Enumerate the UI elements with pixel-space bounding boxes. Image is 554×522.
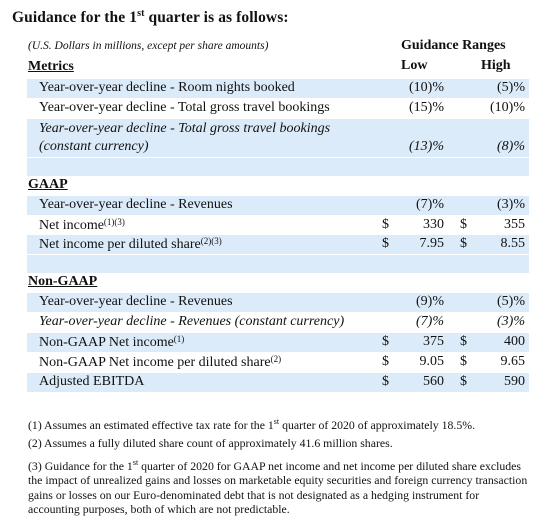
- table-row: [27, 235, 529, 254]
- dollar-sign: $: [382, 354, 389, 369]
- high-value: (10)%: [490, 100, 525, 115]
- page-title: Guidance for the 1st quarter is as follows:: [12, 8, 289, 27]
- dollar-sign: $: [382, 217, 389, 232]
- footnote-1: (1) Assumes an estimated effective tax rate for the 1st quarter of 2020 of approximately 18.5%.: [28, 417, 476, 432]
- dollar-sign: $: [460, 334, 467, 349]
- section-metrics-heading: Metrics: [28, 59, 74, 74]
- table-row: [27, 138, 529, 157]
- high-value: 355: [504, 217, 525, 232]
- table-row: [27, 373, 529, 392]
- high-value: (3)%: [497, 314, 525, 329]
- high-value: (3)%: [497, 197, 525, 212]
- row-label-continued: (constant currency): [39, 139, 149, 154]
- low-value: (7)%: [416, 197, 444, 212]
- dollar-sign: $: [382, 374, 389, 389]
- high-value: (5)%: [497, 80, 525, 95]
- high-value: (8)%: [497, 139, 525, 154]
- row-label: Year-over-year decline - Revenues: [39, 197, 233, 212]
- row-label: Year-over-year decline - Total gross travel bookings: [39, 121, 331, 136]
- high-column-header: High: [481, 58, 511, 73]
- dollar-sign: $: [382, 236, 389, 251]
- section-nongaap-heading: Non-GAAP: [28, 274, 98, 289]
- table-row: [27, 216, 529, 235]
- units-note: (U.S. Dollars in millions, except per share amounts): [28, 40, 269, 52]
- table-row: [27, 293, 529, 312]
- row-band: [27, 255, 529, 273]
- low-value: 9.05: [419, 354, 444, 369]
- low-value: 7.95: [419, 236, 444, 251]
- low-value: (15)%: [409, 100, 444, 115]
- dollar-sign: $: [460, 236, 467, 251]
- low-column-header: Low: [401, 58, 428, 73]
- row-label: Non-GAAP Net income per diluted share$^{(2)}$: [39, 354, 282, 370]
- table-row: [27, 313, 529, 332]
- guidance-ranges-header: Guidance Ranges: [401, 38, 506, 53]
- low-value: (9)%: [416, 294, 444, 309]
- row-label: Year-over-year decline - Total gross travel bookings: [39, 100, 330, 115]
- high-value: (5)%: [497, 294, 525, 309]
- dollar-sign: $: [460, 217, 467, 232]
- dollar-sign: $: [460, 354, 467, 369]
- low-value: (10)%: [409, 80, 444, 95]
- high-value: 400: [504, 334, 525, 349]
- low-value: (7)%: [416, 314, 444, 329]
- high-value: 9.65: [500, 354, 525, 369]
- low-value: 330: [423, 217, 444, 232]
- table-row: [27, 333, 529, 352]
- table-row: [27, 79, 529, 98]
- row-label: Non-GAAP Net income$^{(1)}$: [39, 334, 185, 350]
- row-label: Adjusted EBITDA: [39, 374, 145, 389]
- low-value: 375: [423, 334, 444, 349]
- low-value: 560: [423, 374, 444, 389]
- row-label: Net income$^{(1)(3)}$: [39, 217, 125, 233]
- section-gaap-heading: GAAP: [28, 177, 68, 192]
- row-band: [27, 158, 529, 176]
- low-value: (13)%: [409, 139, 444, 154]
- footnote-3: (3) Guidance for the 1st quarter of 2020 for GAAP net income and net income per diluted share excludes the impact of unrealized gains and losses on marketable equity securities and foreign currency transaction gains or losses on our Euro-denominated debt that is not designated as a hedging instrument for accounting purposes, both of which are not predictable.: [28, 458, 528, 517]
- footnote-2: (2) Assumes a fully diluted share count of approximately 41.6 million shares.: [28, 436, 393, 450]
- row-label: Year-over-year decline - Revenues (constant currency): [39, 314, 345, 329]
- row-label: Net income per diluted share$^{(2)(3)}$: [39, 236, 222, 252]
- high-value: 590: [504, 374, 525, 389]
- row-label: Year-over-year decline - Revenues: [39, 294, 233, 309]
- row-label: Year-over-year decline - Room nights booked: [39, 80, 295, 95]
- table-row: [27, 353, 529, 372]
- high-value: 8.55: [500, 236, 525, 251]
- dollar-sign: $: [382, 334, 389, 349]
- dollar-sign: $: [460, 374, 467, 389]
- table-row: [27, 99, 529, 118]
- table-row: [27, 196, 529, 215]
